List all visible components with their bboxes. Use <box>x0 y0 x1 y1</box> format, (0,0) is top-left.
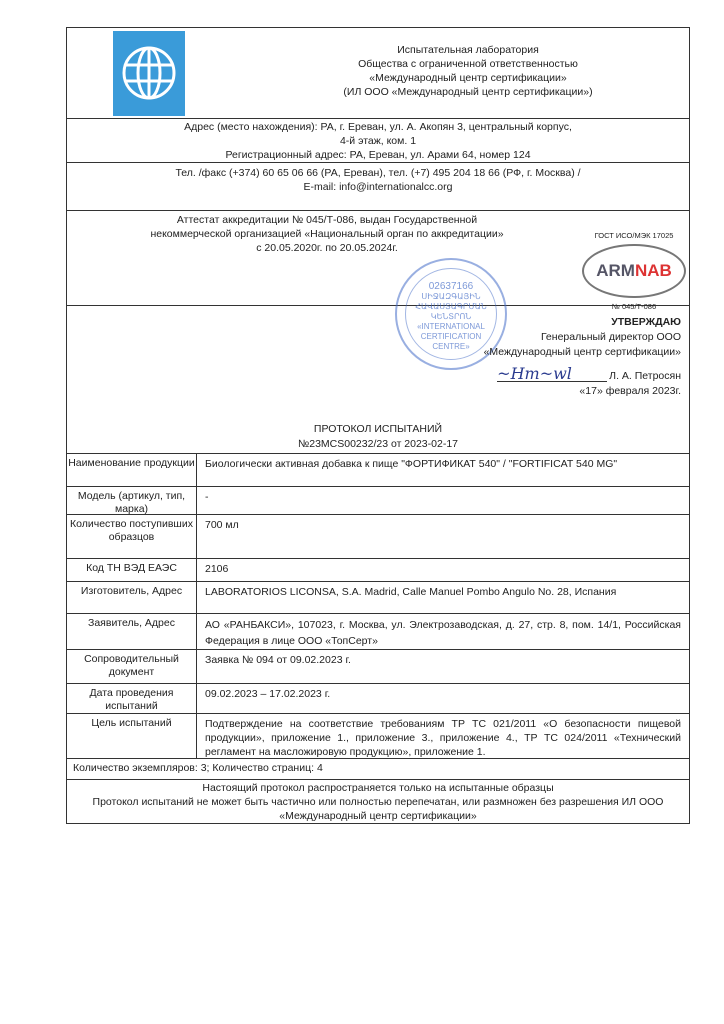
accreditation-line: с 20.05.2020г. по 20.05.2024г. <box>256 242 398 254</box>
document-frame <box>66 27 690 824</box>
stamp-text: ԿԵՆՏՐՈՆ <box>430 312 472 321</box>
row-label: Изготовитель, Адрес <box>67 582 197 613</box>
accreditation-line: Аттестат аккредитации № 045/Т-086, выдан Государственной <box>176 214 478 226</box>
stamp-text: CENTRE» <box>432 342 470 351</box>
row-value: - <box>205 491 209 503</box>
footer-row <box>67 779 689 825</box>
row-value: 700 мл <box>205 519 239 531</box>
header-line: «Международный центр сертификации» <box>369 72 567 84</box>
address-line: Адрес (место нахождения): РА, г. Ереван, ул. А. Акопян 3, центральный корпус, <box>184 121 572 133</box>
approval-title: УТВЕРЖДАЮ <box>611 316 681 328</box>
phone-line: Тел. /факс (+374) 60 65 06 66 (РА, Ереван), тел. (+7) 495 204 18 66 (РФ, г. Москва) / <box>175 167 581 179</box>
logo-text: NAB <box>634 261 672 280</box>
stamp-text: 02637166 <box>428 281 474 292</box>
contacts-block <box>67 163 689 211</box>
stamp-text: ՀԱՎԱՍՏԱԳՐՄԱՆ <box>415 302 487 311</box>
logo-text: ARM <box>596 261 635 280</box>
approval-date: «17» февраля 2023г. <box>579 385 681 397</box>
table-row <box>67 558 689 581</box>
table-row <box>67 713 689 758</box>
protocol-title <box>67 422 689 452</box>
stamp-text: «INTERNATIONAL <box>417 322 485 331</box>
table-row <box>67 613 689 649</box>
row-value: 09.02.2023 – 17.02.2023 г. <box>205 688 331 700</box>
approval-org: «Международный центр сертификации» <box>483 346 681 358</box>
row-label: Код ТН ВЭД ЕАЭС <box>67 559 197 581</box>
approver-name: Л. А. Петросян <box>609 370 681 382</box>
row-value: АО «РАНБАКСИ», 107023, г. Москва, ул. Электрозаводская, д. 27, стр. 8, пом. 14/1, Российская Федерация в лице ООО «ТопСерт» <box>205 619 681 647</box>
row-label: Количество поступивших образцов <box>67 515 197 558</box>
armnab-logo <box>577 231 691 311</box>
address-line: Регистрационный адрес: РА, Ереван, ул. Арами 64, номер 124 <box>225 149 531 161</box>
stamp-text: ՍԻՋԱԶԳԱՅԻՆ <box>421 292 481 301</box>
table-row <box>67 683 689 713</box>
row-label: Наименование продукции <box>67 454 197 486</box>
table-row <box>67 514 689 558</box>
protocol-number: №23MCS00232/23 от 2023-02-17 <box>297 438 459 450</box>
row-value: Биологически активная добавка к пище "ФОРТИФИКАТ 540" / "FORTIFICAT 540 MG" <box>205 458 618 470</box>
address-line: 4-й этаж, ком. 1 <box>339 135 417 147</box>
table-row <box>67 649 689 683</box>
row-label: Цель испытаний <box>67 714 197 758</box>
stamp-text: CERTIFICATION <box>420 332 482 341</box>
standard-label: ГОСТ ИСО/МЭК 17025 <box>594 231 674 240</box>
footer-line: Настоящий протокол распространяется только на испытанные образцы <box>202 782 554 794</box>
copies-count: Количество экземпляров: 3; Количество страниц: 4 <box>73 762 323 774</box>
header-line: Испытательная лаборатория <box>397 44 539 56</box>
row-label: Модель (артикул, тип, марка) <box>67 487 197 514</box>
table-row <box>67 486 689 514</box>
header-line: (ИЛ ООО «Международный центр сертификации») <box>343 86 593 98</box>
row-value: Подтверждение на соответствие требованиям ТР ТС 021/2011 «О безопасности пищевой продукции», приложение 1., приложение 3., приложение 4., ТР ТС 024/2011 «Технический регламент на масложировую продукцию», приложение 1. <box>205 718 681 758</box>
signature: ~Hm~wl <box>497 366 607 382</box>
row-value: Заявка № 094 от 09.02.2023 г. <box>205 654 351 666</box>
table-row <box>67 453 689 486</box>
header-line: Общества с ограниченной ответственностью <box>358 58 578 70</box>
lab-header <box>67 28 689 119</box>
accreditation-line: некоммерческой организацией «Национальный орган по аккредитации» <box>150 228 504 240</box>
approval-position: Генеральный директор ООО <box>540 331 681 343</box>
row-label: Сопроводительный документ <box>67 650 197 683</box>
table-row <box>67 581 689 613</box>
row-value: LABORATORIOS LICONSA, S.A. Madrid, Calle Manuel Pombo Angulo No. 28, Испания <box>205 586 617 598</box>
row-label: Заявитель, Адрес <box>67 614 197 649</box>
approval-block <box>484 315 681 399</box>
address-block <box>67 119 689 163</box>
globe-icon <box>113 31 185 116</box>
email-line: E-mail: info@internationalcc.org <box>303 181 453 193</box>
armnab-number: № 045/Т-086 <box>611 302 657 311</box>
protocol-heading: ПРОТОКОЛ ИСПЫТАНИЙ <box>313 423 443 435</box>
row-value: 2106 <box>205 563 229 575</box>
row-label: Дата проведения испытаний <box>67 684 197 713</box>
copies-row <box>67 758 689 779</box>
footer-line: Протокол испытаний не может быть частично или полностью перепечатан, или размножен без разрешения ИЛ ООО «Международный центр сертификации» <box>92 796 664 822</box>
